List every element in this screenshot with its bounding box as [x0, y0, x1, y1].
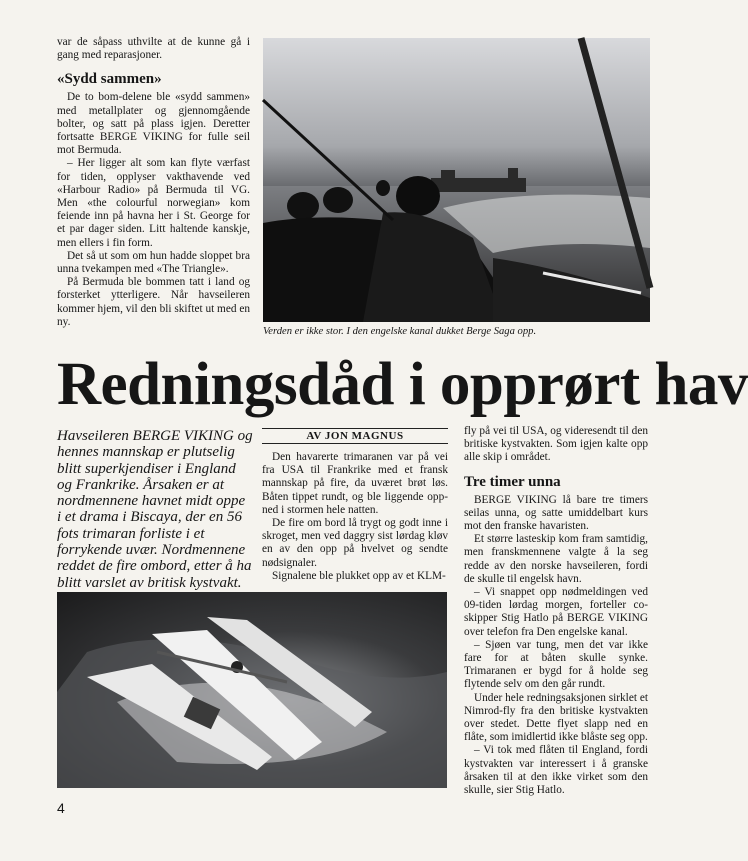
- byline: AV JON MAGNUS: [262, 428, 448, 444]
- headline: Redningsdåd i opprørt hav: [57, 351, 748, 418]
- middle-paragraph: Den havarerte trimaranen var på vei fra USA til Frankrike med et fransk mannskap på fire, da uværet brøt løs. Båten tippet rundt, og ble liggende opp-ned i stormen hele natten.: [262, 451, 448, 516]
- middle-paragraph: De fire om bord lå trygt og godt inne i skroget, men ved daggry sist lørdag kløv en av den opp på hvelvet og sendte nødsignaler.: [262, 517, 448, 569]
- left-subheading: «Sydd sammen»: [57, 71, 162, 88]
- left-paragraph: På Bermuda ble bommen tatt i land og forsterket ytterligere. Når havseileren kommer hjem, vil den bli skiftet ut med en ny.: [57, 276, 250, 328]
- right-subheading: Tre timer unna: [464, 473, 561, 490]
- left-column: [57, 36, 250, 329]
- page-number: 4: [57, 800, 65, 816]
- left-paragraph: – Her ligger alt som kan flyte værfast for tiden, opplyser vakthavende ved «Harbour Radio» på Bermuda til VG. Men «the colourful norwegian» kom feiende inn på havna her i St. George for et par dager siden. Litt haltende kanskje, men ellers i fin form.: [57, 157, 250, 249]
- bottom-photo: [57, 592, 447, 788]
- right-paragraph: – Sjøen var tung, men det var ikke fare for at båten skulle synke. Trimaranen er bygd for å holde seg flytende selv om den går rundt.: [464, 638, 648, 691]
- right-column: [464, 425, 648, 797]
- right-paragraph: Under hele redningsaksjonen sirklet et Nimrod-fly fra den britiske kystvakten over stedet. Dette flyet slapp ned en flåte, som imidlertid ikke blåste seg opp.: [464, 691, 648, 744]
- top-photo-image: [263, 38, 650, 322]
- top-photo-caption: Verden er ikke stor. I den engelske kanal dukket Berge Saga opp.: [263, 326, 537, 337]
- middle-column: [262, 451, 448, 583]
- bottom-photo-image: [57, 592, 447, 788]
- right-paragraph: – Vi snappet opp nødmeldingen ved 09-tiden lørdag morgen, forteller co-skipper Stig Hatlo på BERGE VIKING over telefon fra Den engelske kanal.: [464, 586, 648, 638]
- top-photo: [263, 38, 650, 322]
- left-paragraph: Det så ut som om hun hadde sloppet bra unna tvekampen med «The Triangle».: [57, 249, 250, 276]
- right-paragraph: BERGE VIKING lå bare tre timers seilas unna, og satte umiddelbart kurs mot den franske havaristen.: [464, 493, 648, 533]
- lead-text: Havseileren BERGE VIKING og hennes mannskap er plutselig blitt superkjendiser i England og Frankrike. Årsaken er at nordmennene havnet midt oppe i et drama i Biscaya, der en 56 fots trimaran forliste i et forrykende uvær. Nordmennene reddet de fire ombord, etter å ha blitt varslet av britisk kystvakt.: [57, 428, 253, 591]
- middle-paragraph: Signalene ble plukket opp av et KLM-: [272, 569, 446, 582]
- left-intro: var de såpass uthvilte at de kunne gå i gang med reparasjoner.: [57, 36, 250, 62]
- right-paragraph: – Vi tok med flåten til England, fordi kystvakten var interessert i å granske årsaken til at den ikke virket som den skulle, sier Stig Hatlo.: [464, 744, 648, 797]
- right-paragraph: Et større lasteskip kom fram samtidig, men franskmennene valgte å la seg redde av den norske havseileren, fordi de skulle til engelsk havn.: [464, 533, 648, 585]
- left-paragraph: De to bom-delene ble «sydd sammen» med metallplater og gjennomgående bolter, og satt på plass igjen. Deretter fortsatte BERGE VIKING for fulle seil mot Bermuda.: [57, 91, 250, 157]
- right-intro: fly på vei til USA, og videresendt til den britiske kystvakten. Som igjen kalte opp alle skip i området.: [464, 425, 648, 464]
